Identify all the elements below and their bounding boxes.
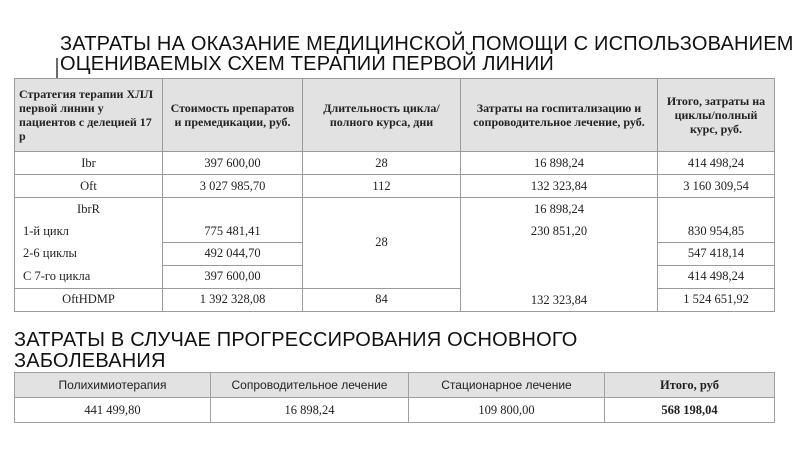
cell-total: 414 498,24 [658, 152, 775, 175]
cell-hospital: 230 851,20 [461, 220, 658, 242]
header-inpatient: Стационарное лечение [409, 373, 605, 398]
table-row [15, 198, 775, 221]
cell-total: 568 198,04 [605, 398, 775, 423]
cell-supportive: 16 898,24 [211, 398, 409, 423]
cell-drug-cost: 3 027 985,70 [163, 175, 303, 198]
cell-drug-cost: 397 600,00 [163, 152, 303, 175]
main-title: ЗАТРАТЫ НА ОКАЗАНИЕ МЕДИЦИНСКОЙ ПОМОЩИ С ИСПОЛЬЗОВАНИЕМ ОЦЕНИВАЕМЫХ СХЕМ ТЕРАПИИ ПЕРВОЙ ЛИНИИ [60, 33, 794, 75]
cell-drug-cost: 397 600,00 [163, 265, 303, 288]
cell-drug-cost: 492 044,70 [163, 242, 303, 265]
cell-hospital: 16 898,24 [461, 152, 658, 175]
table-row [15, 288, 775, 311]
progression-costs-table [14, 372, 775, 423]
cell-strategy: 2-6 циклы [15, 242, 163, 265]
cell-strategy: Oft [15, 175, 163, 198]
header-total: Итого, затраты на циклы/полный курс, руб. [658, 79, 775, 152]
cell-strategy: Ibr [15, 152, 163, 175]
cell-hospital: 132 323,84 [461, 242, 658, 311]
cell-hospital: 16 898,24 [461, 198, 658, 221]
header-duration: Длительность цикла/ полного курса, дни [303, 79, 461, 152]
cell-total: 830 954,85 [658, 198, 775, 243]
header-hospital: Затраты на госпитализацию и сопроводительное лечение, руб. [461, 79, 658, 152]
cell-duration: 28 [303, 198, 461, 289]
header-chemo: Полихимиотерапия [15, 373, 211, 398]
cell-duration: 28 [303, 152, 461, 175]
cell-hospital: 132 323,84 [461, 175, 658, 198]
cell-chemo: 441 499,80 [15, 398, 211, 423]
cell-total: 3 160 309,54 [658, 175, 775, 198]
cell-strategy: 1-й цикл [15, 220, 163, 242]
header-supportive: Сопроводительное лечение [211, 373, 409, 398]
header-drug-cost: Стоимость препаратов и премедикации, руб. [163, 79, 303, 152]
cell-strategy: С 7-го цикла [15, 265, 163, 288]
cell-duration: 112 [303, 175, 461, 198]
therapy-costs-table [14, 78, 775, 312]
table-row [15, 152, 775, 175]
cell-drug-cost: 775 481,41 [163, 198, 303, 243]
cell-strategy: IbrR [15, 198, 163, 221]
cell-duration: 84 [303, 288, 461, 311]
header-total: Итого, руб [605, 373, 775, 398]
cell-inpatient: 109 800,00 [409, 398, 605, 423]
cell-drug-cost: 1 392 328,08 [163, 288, 303, 311]
cell-strategy: OftHDMP [15, 288, 163, 311]
table-row [15, 398, 775, 423]
table-row [15, 175, 775, 198]
progression-title: ЗАТРАТЫ В СЛУЧАЕ ПРОГРЕССИРОВАНИЯ ОСНОВНОГО ЗАБОЛЕВАНИЯ [14, 329, 578, 372]
table-header-row [15, 79, 775, 152]
cell-total: 547 418,14 [658, 242, 775, 265]
cell-total: 414 498,24 [658, 265, 775, 288]
cell-total: 1 524 651,92 [658, 288, 775, 311]
header-strategy: Стратегия терапии ХЛЛ первой линии у пациентов с делецией 17 р [15, 79, 163, 152]
table-header-row [15, 373, 775, 398]
